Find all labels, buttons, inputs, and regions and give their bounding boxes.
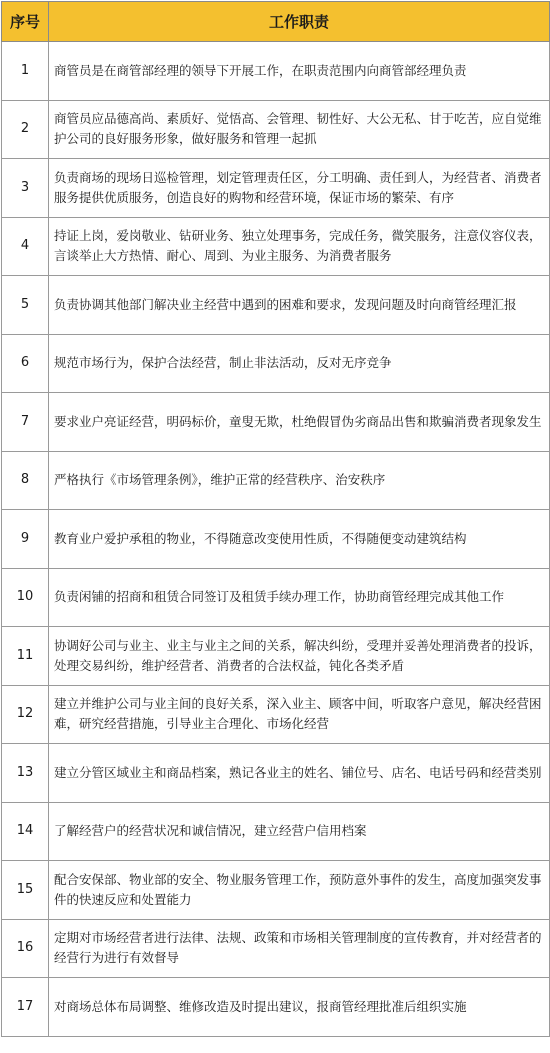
row-number: 6	[2, 334, 49, 393]
row-number: 11	[2, 627, 49, 686]
table-row	[2, 919, 550, 978]
table-row	[2, 334, 550, 393]
row-duty: 负责商场的现场日巡检管理，划定管理责任区，分工明确、责任到人，为经营者、消费者服务提供优质服务，创造良好的购物和经营环境，保证市场的繁荣、有序	[49, 159, 550, 218]
row-duty: 严格执行《市场管理条例》，维护正常的经营秩序、治安秩序	[49, 451, 550, 510]
row-number: 7	[2, 393, 49, 452]
table-row	[2, 627, 550, 686]
row-duty: 对商场总体布局调整、维修改造及时提出建议，报商管经理批准后组织实施	[49, 978, 550, 1037]
table-row	[2, 744, 550, 803]
table-row	[2, 217, 550, 276]
row-number: 2	[2, 100, 49, 159]
row-duty: 规范市场行为，保护合法经营，制止非法活动，反对无序竞争	[49, 334, 550, 393]
table-row	[2, 159, 550, 218]
row-number: 9	[2, 510, 49, 569]
row-duty: 了解经营户的经营状况和诚信情况，建立经营户信用档案	[49, 802, 550, 861]
row-duty: 负责闲铺的招商和租赁合同签订及租赁手续办理工作，协助商管经理完成其他工作	[49, 568, 550, 627]
row-number: 16	[2, 919, 49, 978]
table-row	[2, 978, 550, 1037]
row-duty: 建立并维护公司与业主间的良好关系，深入业主、顾客中间，听取客户意见，解决经营困难，研究经营措施，引导业主合理化、市场化经营	[49, 685, 550, 744]
row-number: 10	[2, 568, 49, 627]
row-duty: 定期对市场经营者进行法律、法规、政策和市场相关管理制度的宣传教育，并对经营者的经营行为进行有效督导	[49, 919, 550, 978]
row-duty: 商管员应品德高尚、素质好、觉悟高、会管理、韧性好、大公无私、甘于吃苦，应自觉维护公司的良好服务形象，做好服务和管理一起抓	[49, 100, 550, 159]
row-duty: 协调好公司与业主、业主与业主之间的关系，解决纠纷，受理并妥善处理消费者的投诉，处理交易纠纷，维护经营者、消费者的合法权益，钝化各类矛盾	[49, 627, 550, 686]
header-row	[2, 2, 550, 42]
table-row	[2, 685, 550, 744]
table-row	[2, 451, 550, 510]
duty-table-body	[2, 42, 550, 1037]
table-row	[2, 42, 550, 101]
row-number: 13	[2, 744, 49, 803]
table-row	[2, 276, 550, 335]
row-number: 4	[2, 217, 49, 276]
duty-table	[1, 1, 550, 1037]
row-duty: 要求业户亮证经营，明码标价，童叟无欺，杜绝假冒伪劣商品出售和欺骗消费者现象发生	[49, 393, 550, 452]
table-row	[2, 393, 550, 452]
row-number: 5	[2, 276, 49, 335]
table-row	[2, 861, 550, 920]
row-duty: 建立分管区域业主和商品档案，熟记各业主的姓名、铺位号、店名、电话号码和经营类别	[49, 744, 550, 803]
header-duty: 工作职责	[49, 2, 550, 42]
row-duty: 教育业户爱护承租的物业，不得随意改变使用性质，不得随便变动建筑结构	[49, 510, 550, 569]
row-number: 17	[2, 978, 49, 1037]
row-duty: 持证上岗，爱岗敬业、钻研业务、独立处理事务，完成任务，微笑服务，注意仪容仪表，言谈举止大方热情、耐心、周到、为业主服务、为消费者服务	[49, 217, 550, 276]
table-row	[2, 568, 550, 627]
row-number: 15	[2, 861, 49, 920]
row-number: 14	[2, 802, 49, 861]
table-row	[2, 100, 550, 159]
row-number: 8	[2, 451, 49, 510]
table-row	[2, 802, 550, 861]
row-number: 3	[2, 159, 49, 218]
row-number: 1	[2, 42, 49, 101]
header-number: 序号	[2, 2, 49, 42]
table-row	[2, 510, 550, 569]
row-duty: 商管员是在商管部经理的领导下开展工作，在职责范围内向商管部经理负责	[49, 42, 550, 101]
row-number: 12	[2, 685, 49, 744]
row-duty: 负责协调其他部门解决业主经营中遇到的困难和要求，发现问题及时向商管经理汇报	[49, 276, 550, 335]
row-duty: 配合安保部、物业部的安全、物业服务管理工作，预防意外事件的发生，高度加强突发事件的快速反应和处置能力	[49, 861, 550, 920]
